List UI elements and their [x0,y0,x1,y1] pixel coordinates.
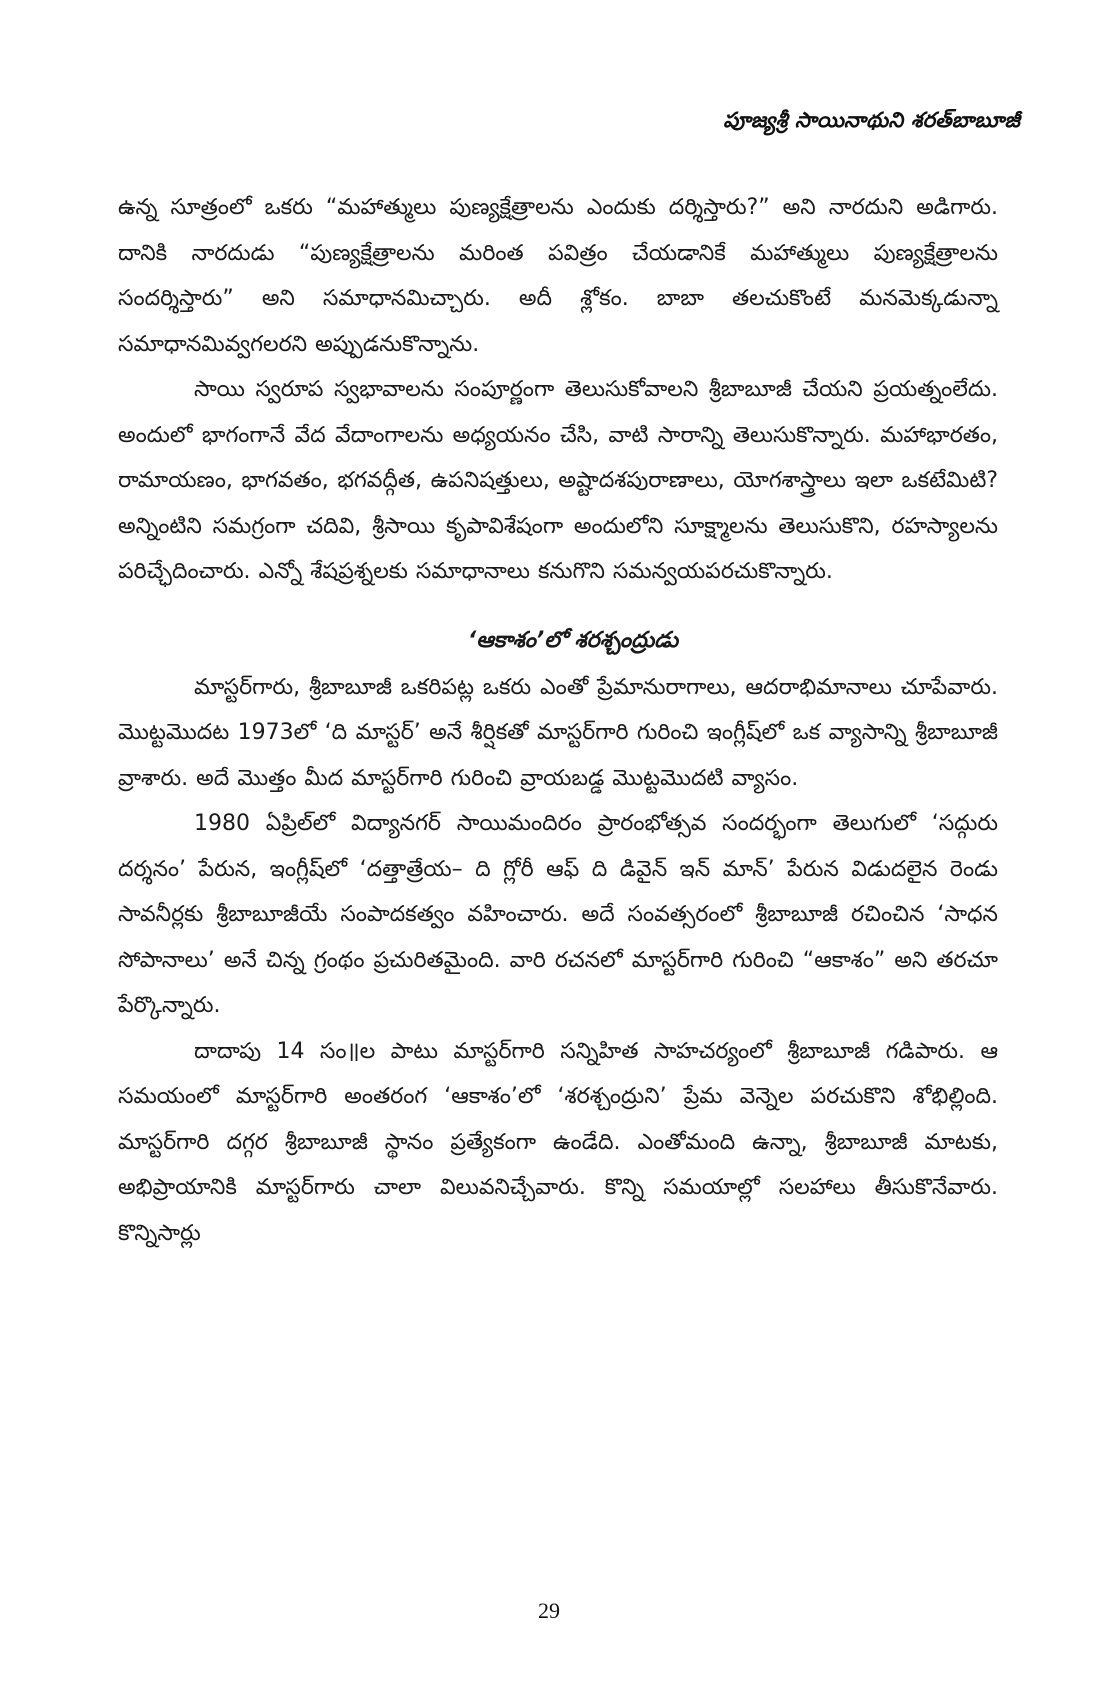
paragraph-1980-souvenirs: 1980 ఏప్రిల్‌లో విద్యానగర్ సాయిమందిరం ప్రారంభోత్సవ సందర్భంగా తెలుగులో ‘సద్గురు దర్శనం’ పేరున, ఇంగ్లీష్‌లో ‘దత్తాత్రేయ– ది గ్లోరీ ఆఫ్ ది డివైన్ ఇన్ మాన్’ పేరున విడుదలైన రెండు సావనీర్లకు శ్రీబాబూజీయే సంపాదకత్వం వహించారు. అదే సంవత్సరంలో శ్రీబాబూజీ రచించిన ‘సాధన సోపానాలు’ అనే చిన్న గ్రంథం ప్రచురితమైంది. వారి రచనలో మాస్టర్‌గారి గురించి “ఆకాశం” అని తరచూ పేర్కొన్నారు. [118,811,998,1018]
page-number: 29 [538,1598,560,1623]
paragraph-sai-study: సాయి స్వరూప స్వభావాలను సంపూర్ణంగా తెలుసుకోవాలని శ్రీబాబూజీ చేయని ప్రయత్నంలేదు. అందులో భాగంగానే వేద వేదాంగాలను అధ్యయనం చేసి, వాటి సారాన్ని తెలుసుకొన్నారు. మహాభారతం, రామాయణం, భాగవతం, భగవద్గీత, ఉపనిషత్తులు, అష్టాదశపురాణాలు, యోగశాస్త్రాలు ఇలా ఒకటేమిటి? అన్నింటిని సమగ్రంగా చదివి, శ్రీసాయి కృపావిశేషంగా అందులోని సూక్ష్మాలను తెలుసుకొని, రహస్యాలను పరిచ్ఛేదించారు. ఎన్నో శేషప్రశ్నలకు సమాధానాలు కనుగొని సమన్వయపరచుకొన్నారు. [118,377,998,584]
page-body [118,185,998,1256]
running-header: పూజ్యశ్రీ సాయినాథుని శరత్‌బాబూజీ [723,108,1020,132]
paragraph-master-babuji: మాస్టర్‌గారు, శ్రీబాబూజీ ఒకరిపట్ల ఒకరు ఎంతో ప్రేమానురాగాలు, ఆదరాభిమానాలు చూపేవారు. మొట్టమొదట 1973లో ‘ది మాస్టర్’ అనే శీర్షికతో మాస్టర్‌గారి గురించి ఇంగ్లీష్‌లో ఒక వ్యాసాన్ని శ్రీబాబూజీ వ్రాశారు. అదే మొత్తం మీద మాస్టర్‌గారి గురించి వ్రాయబడ్డ మొట్టమొదటి వ్యాసం. [118,674,998,791]
section-heading: ‘ఆకాశం’లో శరశ్చంద్రుడు [467,627,679,653]
paragraph-continuation: ఉన్న సూత్రంలో ఒకరు “మహాత్ములు పుణ్యక్షేత్రాలను ఎందుకు దర్శిస్తారు?” అని నారదుని అడిగారు. దానికి నారదుడు “పుణ్యక్షేత్రాలను మరింత పవిత్రం చేయడానికే మహాత్ములు పుణ్యక్షేత్రాలను సందర్శిస్తారు” అని సమాధానమిచ్చారు. అదీ శ్లోకం. బాబా తలచుకొంటే మనమెక్కడున్నా సమాధానమివ్వగలరని అప్పుడనుకొన్నాను. [118,195,998,357]
paragraph-fourteen-years: దాదాపు 14 సం॥ల పాటు మాస్టర్‌గారి సన్నిహిత సాహచర్యంలో శ్రీబాబూజీ గడిపారు. ఆ సమయంలో మాస్టర్‌గారి అంతరంగ ‘ఆకాశం’లో ‘శరశ్చంద్రుని’ ప్రేమ వెన్నెల పరచుకొని శోభిల్లింది. మాస్టర్‌గారి దగ్గర శ్రీబాబూజీ స్థానం ప్రత్యేకంగా ఉండేది. ఎంతోమంది ఉన్నా, శ్రీబాబూజీ మాటకు, అభిప్రాయానికి మాస్టర్‌గారు చాలా విలువనిచ్చేవారు. కొన్ని సమయాల్లో సలహాలు తీసుకొనేవారు. కొన్నిసార్లు [118,1038,998,1246]
